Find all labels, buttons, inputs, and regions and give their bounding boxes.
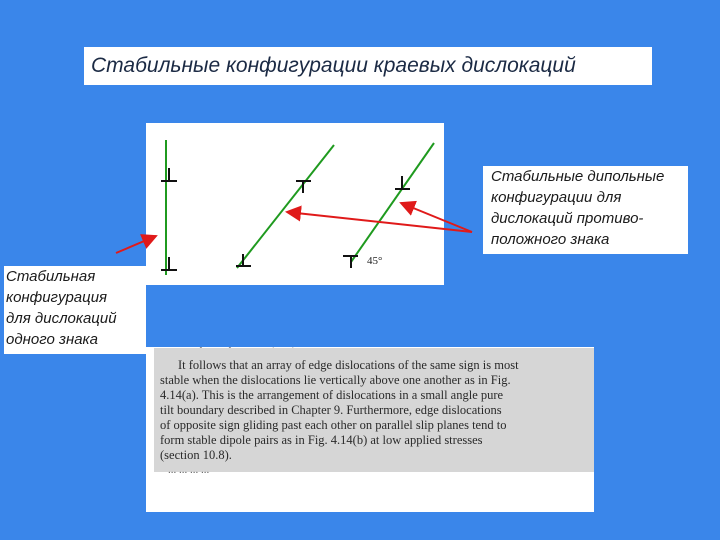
slide-title: Стабильные конфигурации краевых дислокаций	[84, 47, 652, 85]
excerpt-line: stable when the dislocations lie vertically above one another as in Fig.	[160, 373, 511, 387]
excerpt-line: 4.14(a). This is the arrangement of dislocations in a small angle pure	[160, 388, 504, 402]
arrow-to-left-dipole	[287, 212, 472, 232]
arrow-to-vertical-array	[116, 236, 156, 253]
edge-dislocation-symbol	[161, 168, 177, 181]
excerpt-line: (section 10.8).	[160, 448, 232, 462]
dipole-callout: Стабильные дипольные конфигурации для дислокаций противо- положного знака	[483, 166, 688, 254]
angle-label: 45°	[367, 255, 383, 267]
excerpt-cut-line-bottom: ... ... ... ...	[168, 464, 210, 476]
excerpt-line: of opposite sign gliding past each other on parallel slip planes tend to	[160, 418, 507, 432]
edge-dislocation-symbol	[343, 256, 358, 268]
excerpt-text	[160, 358, 590, 463]
slip-line-diagonal-left	[237, 145, 334, 268]
book-excerpt-scan	[154, 348, 594, 476]
edge-dislocation-symbol	[161, 257, 177, 270]
same-sign-callout: Стабильная конфигурация для дислокаций одного знака	[4, 266, 146, 354]
excerpt-line: tilt boundary described in Chapter 9. Furthermore, edge dislocations	[160, 403, 502, 417]
excerpt-line: form stable dipole pairs as in Fig. 4.14(b) at low applied stresses	[160, 433, 483, 447]
edge-dislocation-symbol	[395, 176, 410, 189]
book-excerpt-panel	[146, 347, 594, 512]
excerpt-line: It follows that an array of edge dislocations of the same sign is most	[178, 358, 519, 372]
slip-line-diagonal-right	[351, 143, 434, 262]
edge-dislocation-symbol	[236, 254, 251, 266]
